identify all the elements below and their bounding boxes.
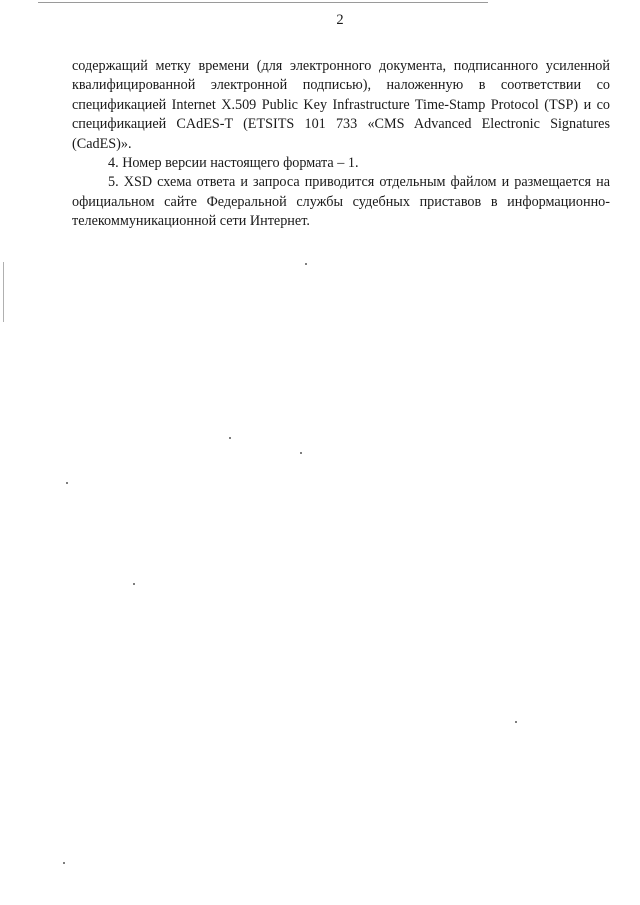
scan-speck bbox=[300, 452, 302, 454]
paragraph-item-4: 4. Номер версии настоящего формата – 1. bbox=[108, 155, 359, 172]
scan-margin-mark bbox=[3, 262, 4, 322]
scan-speck bbox=[229, 437, 231, 439]
scan-speck bbox=[66, 482, 68, 484]
scan-speck bbox=[133, 583, 135, 585]
scan-top-edge-line bbox=[38, 2, 488, 3]
scan-speck bbox=[515, 721, 517, 723]
scan-speck bbox=[305, 263, 307, 265]
document-body bbox=[72, 57, 610, 232]
scan-speck bbox=[63, 862, 65, 864]
page-number: 2 bbox=[336, 12, 344, 28]
paragraph-item-5: 5. XSD схема ответа и запроса приводится отдельным файлом и размещается на официальном сайте Федеральной службы судебных приставов в информационно-телекоммуникационной сети Интернет. bbox=[72, 174, 610, 230]
paragraph-continuation: содержащий метку времени (для электронного документа, подписанного усиленной квалифицированной электронной подписью), наложенную в соответствии со спецификацией Internet X.509 Public Key Infrastructure Time-Stamp Protocol (TSP) и со спецификацией CAdES-T (ETSITS 101 733 «CMS Advanced Electronic Signatures (CadES)». bbox=[72, 58, 610, 152]
